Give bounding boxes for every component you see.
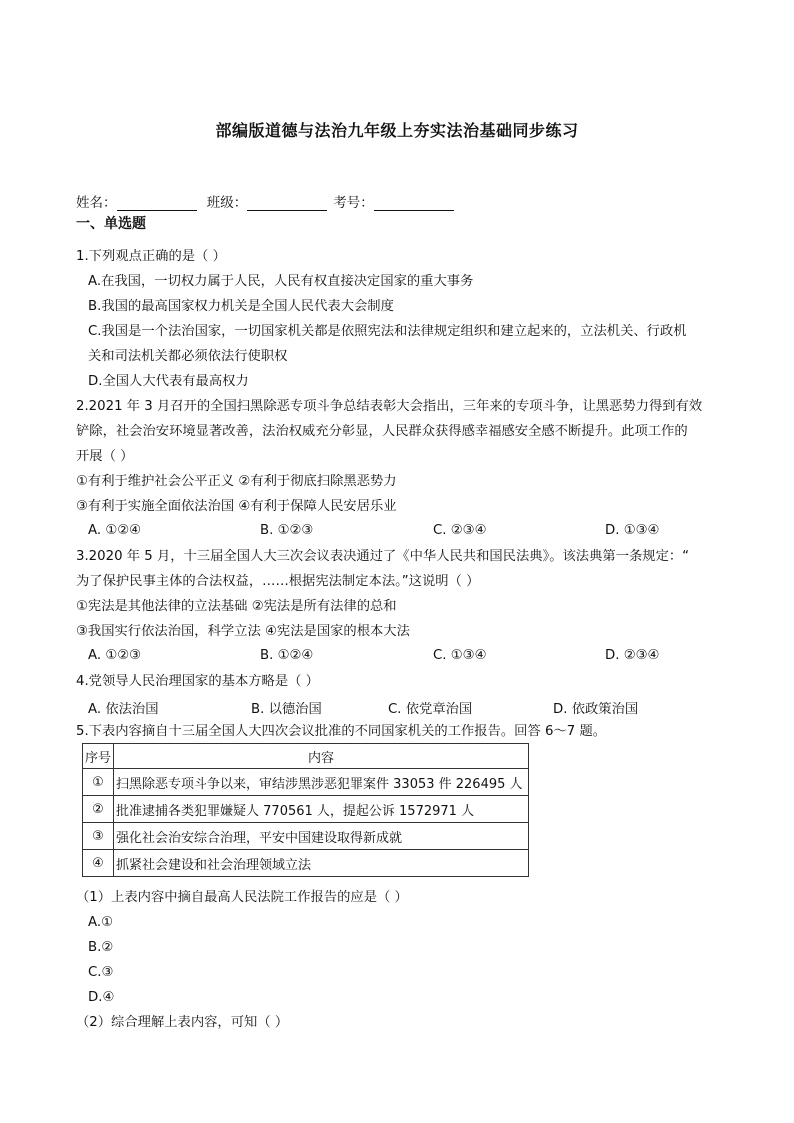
reports-table — [82, 743, 529, 877]
table-cell-content: 抓紧社会建设和社会治理领域立法 — [114, 850, 529, 877]
q3-statements-2: ③我国实行依法治国，科学立法 ④宪法是国家的根本大法 — [76, 624, 410, 639]
q3-option-c: C. ①③④ — [433, 648, 487, 663]
student-info-row — [76, 191, 460, 211]
exam-number-label: 考号： — [333, 195, 374, 211]
q5-sub1-option-a: A.① — [88, 915, 114, 930]
q1-stem: 1.下列观点正确的是（ ） — [76, 249, 226, 264]
q5-sub1-option-b: B.② — [88, 940, 114, 955]
table-cell-index: ③ — [83, 823, 114, 850]
q2-statements-2: ③有利于实施全面依法治国 ④有利于保障人民安居乐业 — [76, 499, 397, 514]
name-label: 姓名： — [76, 195, 117, 211]
section-heading: 一、单选题 — [76, 216, 146, 232]
table-cell-index: ① — [83, 769, 114, 796]
q3-options — [88, 648, 728, 666]
table-cell-content: 批准逮捕各类犯罪嫌疑人 770561 人，提起公诉 1572971 人 — [114, 796, 529, 823]
q1-option-c-line1: C.我国是一个法治国家，一切国家机关都是依照宪法和法律规定组织和建立起来的，立法机关、行政机 — [88, 324, 687, 339]
q1-option-d: D.全国人大代表有最高权力 — [88, 374, 249, 389]
q5-sub1-option-c: C.③ — [88, 965, 114, 980]
class-label: 班级： — [206, 195, 248, 211]
q4-options — [88, 698, 728, 716]
table-header-index: 序号 — [83, 744, 114, 769]
q4-option-a: A. 依法治国 — [88, 702, 159, 717]
q3-option-d: D. ②③④ — [605, 648, 660, 663]
table-cell-index: ④ — [83, 850, 114, 877]
table-cell-content: 强化社会治安综合治理，平安中国建设取得新成就 — [114, 823, 529, 850]
table-row — [83, 850, 529, 877]
table-header-row — [83, 744, 529, 769]
q2-option-c: C. ②③④ — [433, 523, 487, 538]
table-row — [83, 796, 529, 823]
table-row — [83, 823, 529, 850]
q3-stem-line1: 3.2020 年 5 月，十三届全国人大三次会议表决通过了《中华人民共和国民法典》。该法典第一条规定：“ — [76, 549, 690, 564]
q5-sub2-stem: （2）综合理解上表内容，可知（ ） — [76, 1015, 289, 1030]
name-blank[interactable] — [117, 196, 197, 211]
q1-option-b: B.我国的最高国家权力机关是全国人民代表大会制度 — [88, 299, 394, 314]
table-cell-content: 扫黑除恶专项斗争以来，审结涉黑涉恶犯罪案件 33053 件 226495 人 — [114, 769, 529, 796]
q4-option-d: D. 依政策治国 — [553, 702, 639, 717]
q5-stem: 5.下表内容摘自十三届全国人大四次会议批准的不同国家机关的工作报告。回答 6～7 题。 — [76, 724, 607, 739]
q3-stem-line2: 为了保护民事主体的合法权益，……根据宪法制定本法。”这说明（ ） — [76, 574, 480, 589]
q4-stem: 4.党领导人民治理国家的基本方略是（ ） — [76, 674, 319, 689]
q1-option-c-line2: 关和司法机关都必须依法行使职权 — [88, 349, 288, 364]
q2-option-d: D. ①③④ — [605, 523, 660, 538]
q3-statements-1: ①宪法是其他法律的立法基础 ②宪法是所有法律的总和 — [76, 599, 397, 614]
q2-option-a: A. ①②④ — [88, 523, 142, 538]
document-title: 部编版道德与法治九年级上夯实法治基础同步练习 — [215, 121, 579, 140]
q4-option-b: B. 以德治国 — [251, 702, 322, 717]
q2-statements-1: ①有利于维护社会公平正义 ②有利于彻底扫除黑恶势力 — [76, 474, 397, 489]
exam-number-blank[interactable] — [374, 196, 454, 211]
q2-option-b: B. ①②③ — [260, 523, 314, 538]
q3-option-b: B. ①②④ — [260, 648, 314, 663]
table-header-content: 内容 — [114, 744, 529, 769]
q2-stem-line1: 2.2021 年 3 月召开的全国扫黑除恶专项斗争总结表彰大会指出，三年来的专项斗争，让黑恶势力得到有效 — [76, 399, 703, 414]
q3-option-a: A. ①②③ — [88, 648, 142, 663]
q5-sub1-stem: （1）上表内容中摘自最高人民法院工作报告的应是（ ） — [76, 890, 408, 905]
class-blank[interactable] — [247, 196, 327, 211]
q1-option-a: A.在我国，一切权力属于人民，人民有权直接决定国家的重大事务 — [88, 274, 474, 289]
q2-stem-line2: 铲除，社会治安环境显著改善，法治权威充分彰显，人民群众获得感幸福感安全感不断提升。此项工作的 — [76, 424, 688, 439]
table-row — [83, 769, 529, 796]
table-cell-index: ② — [83, 796, 114, 823]
q2-stem-line3: 开展（ ） — [76, 449, 134, 464]
q4-option-c: C. 依党章治国 — [388, 702, 473, 717]
q2-options — [88, 523, 728, 541]
q5-sub1-option-d: D.④ — [88, 990, 115, 1005]
